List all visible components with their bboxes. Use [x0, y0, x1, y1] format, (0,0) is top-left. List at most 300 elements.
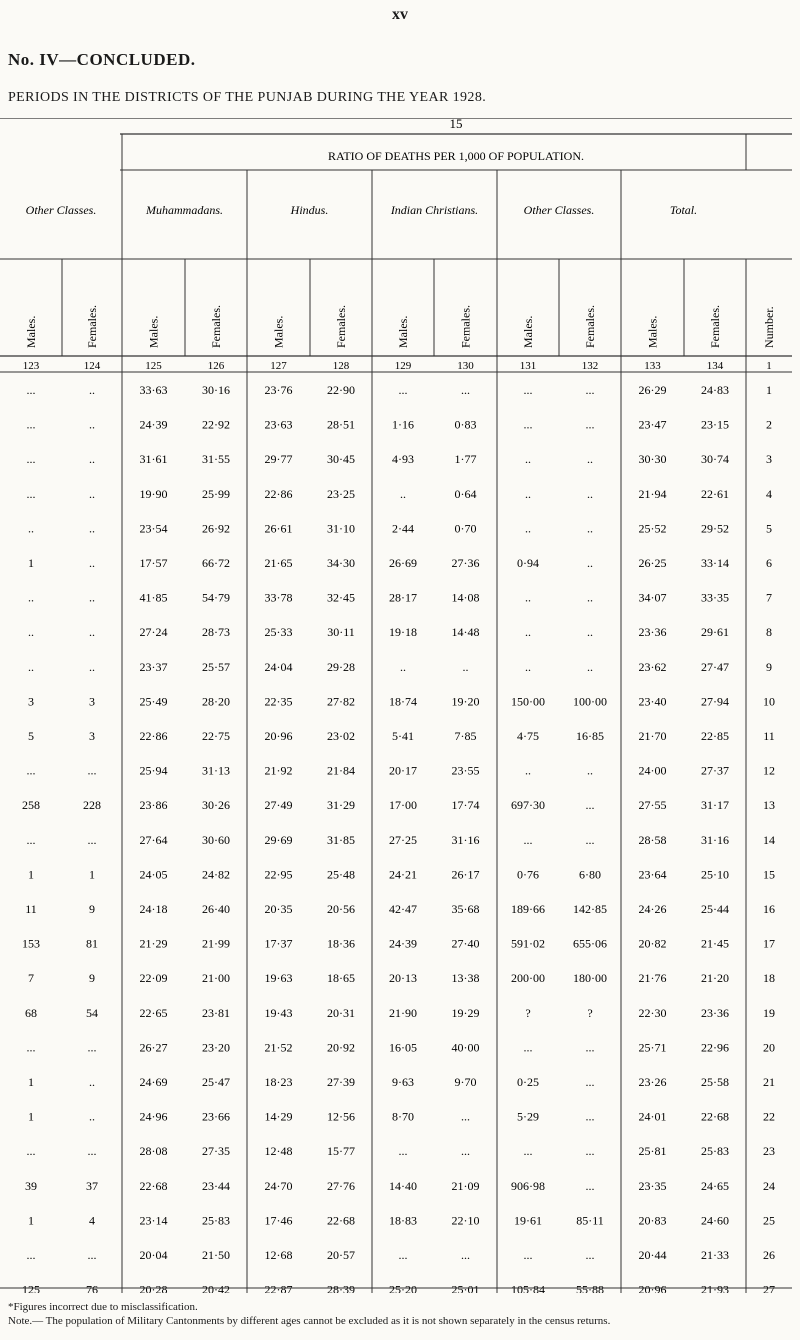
table-cell: 27·82 — [327, 694, 355, 709]
table-cell: 0·94 — [517, 556, 539, 570]
table-cell: 27·94 — [701, 694, 729, 709]
table-cell: 1 — [28, 556, 34, 570]
column-number: 131 — [519, 360, 537, 372]
table-cell: 24·69 — [139, 1075, 168, 1089]
table-cell: 25·58 — [701, 1075, 729, 1089]
table-cell: 22·92 — [202, 417, 230, 432]
table-cell: 24·65 — [701, 1178, 729, 1193]
table-cell: 25·47 — [202, 1075, 230, 1089]
table-cell: 105·84 — [511, 1282, 545, 1293]
table-cell: 22·65 — [139, 1005, 168, 1020]
table-cell: 906·98 — [511, 1178, 545, 1193]
table-cell: 1 — [28, 1075, 34, 1089]
table-cell: 14·48 — [451, 625, 480, 640]
table-cell: 25 — [763, 1213, 775, 1228]
table-cell: 0·25 — [517, 1075, 539, 1089]
table-cell: 25·20 — [389, 1282, 417, 1293]
ratio-header: RATIO OF DEATHS PER 1,000 OF POPULATION. — [327, 149, 585, 163]
table-cell: ... — [585, 1109, 595, 1124]
column-number: 129 — [394, 360, 412, 372]
table-cell: 29·69 — [264, 832, 293, 847]
table-cell: 16·05 — [389, 1040, 417, 1055]
table-cell: ... — [26, 1248, 36, 1262]
table-cell: 27·47 — [701, 659, 729, 674]
table-cell: 24·26 — [638, 902, 667, 916]
table-cell: 23·15 — [701, 417, 729, 432]
table-cell: 11 — [763, 729, 775, 743]
table-cell: 23·62 — [638, 659, 667, 674]
table-cell: 4·75 — [517, 729, 539, 743]
table-cell: 25·48 — [327, 867, 355, 882]
table-cell: 17 — [763, 936, 775, 951]
table-cell: 23·54 — [139, 521, 168, 536]
statistics-table — [0, 118, 792, 1293]
table-cell: 24·01 — [638, 1109, 667, 1124]
table-cell: 22·95 — [264, 867, 293, 882]
table-cell: 17·46 — [264, 1213, 293, 1228]
table-cell: 29·28 — [327, 659, 355, 674]
table-cell: 27·35 — [202, 1144, 230, 1159]
table-cell: 0·76 — [517, 867, 539, 882]
table-cell: 29·52 — [701, 521, 729, 536]
table-cell: 100·00 — [573, 694, 607, 709]
table-cell: 14·29 — [264, 1109, 293, 1124]
table-cell: 3 — [766, 452, 772, 467]
table-cell: 20·42 — [202, 1282, 230, 1293]
table-cell: 26·27 — [139, 1040, 168, 1055]
table-cell: 23·47 — [638, 417, 667, 432]
table-cell: ... — [523, 1040, 533, 1055]
table-cell: 21·70 — [638, 729, 667, 743]
table-cell: 18 — [763, 971, 775, 986]
table-cell: 25·83 — [202, 1213, 230, 1228]
table-cell: 17·74 — [451, 798, 480, 813]
table-cell: .. — [587, 486, 593, 501]
table-cell: 22·09 — [139, 971, 168, 986]
table-cell: .. — [89, 486, 95, 501]
table-cell: ... — [585, 417, 595, 432]
sub-header: Females. — [458, 305, 473, 348]
table-cell: 26·17 — [451, 867, 480, 882]
table-cell: .. — [587, 590, 593, 605]
table-cell: 76 — [86, 1282, 98, 1293]
table-cell: 81 — [86, 936, 98, 951]
table-cell: 13 — [763, 798, 775, 813]
table-cell: .. — [89, 590, 95, 605]
table-cell: 10 — [763, 694, 775, 709]
table-cell: 24·82 — [202, 867, 230, 882]
table-cell: 26·40 — [202, 902, 230, 916]
table-cell: 1 — [28, 1109, 34, 1124]
sub-header: Males. — [271, 315, 286, 348]
table-cell: 5·29 — [517, 1109, 539, 1124]
table-cell: 4 — [89, 1213, 95, 1228]
table-cell: 28·17 — [389, 590, 417, 605]
table-cell: 30·26 — [202, 798, 230, 813]
table-cell: ... — [87, 1144, 97, 1159]
table-cell: ... — [523, 417, 533, 432]
table-cell: ... — [26, 417, 36, 432]
table-cell: 3 — [89, 729, 95, 743]
table-cell: 28·51 — [327, 417, 355, 432]
table-cell: 7 — [28, 971, 34, 986]
group-header: Muhammadans. — [146, 203, 223, 217]
table-cell: 17·00 — [389, 798, 417, 813]
table-cell: 19 — [763, 1005, 775, 1020]
table-subtitle: PERIODS IN THE DISTRICTS OF THE PUNJAB DURING THE YEAR 1928. — [8, 90, 487, 105]
table-cell: 30·74 — [701, 452, 729, 467]
table-cell: 25·99 — [202, 486, 230, 501]
table-cell: 22·68 — [139, 1178, 168, 1193]
group-header: Hindus. — [290, 203, 329, 217]
table-cell: 22·90 — [327, 383, 355, 397]
table-cell: 32·45 — [327, 590, 355, 605]
table-cell: 23·55 — [451, 763, 480, 778]
table-cell: 125 — [22, 1282, 40, 1293]
table-cell: .. — [400, 486, 406, 501]
table-cell: 27·64 — [139, 832, 168, 847]
column-number: 124 — [83, 360, 101, 372]
table-cell: 26·25 — [638, 556, 667, 570]
table-cell: ... — [461, 383, 470, 397]
table-cell: ... — [523, 383, 533, 397]
table-cell: 6·80 — [579, 867, 601, 882]
table-cell: 22·35 — [264, 694, 293, 709]
table-cell: 37 — [86, 1178, 98, 1193]
table-cell: 25·52 — [638, 521, 667, 536]
table-cell: ... — [26, 763, 36, 778]
table-cell: 30·30 — [638, 452, 667, 467]
page-col-number: 15 — [449, 118, 463, 131]
table-cell: 23·64 — [638, 867, 667, 882]
table-cell: 68 — [25, 1005, 37, 1020]
table-cell: 25·57 — [202, 659, 230, 674]
table-cell: 34·07 — [638, 590, 667, 605]
table-cell: .. — [28, 659, 34, 674]
table-cell: 24·04 — [264, 659, 293, 674]
table-cell: ... — [26, 383, 36, 397]
table-cell: .. — [525, 590, 531, 605]
table-cell: ... — [585, 1075, 595, 1089]
table-cell: ... — [585, 832, 595, 847]
group-header: Other Classes. — [523, 203, 595, 217]
table-cell: 28·73 — [202, 625, 230, 640]
table-cell: 20·13 — [389, 971, 417, 986]
table-cell: 2 — [766, 417, 772, 432]
table-cell: 21·29 — [139, 936, 168, 951]
table-cell: 2·44 — [392, 521, 414, 536]
table-cell: .. — [587, 659, 593, 674]
table-cell: 28·58 — [638, 832, 667, 847]
table-cell: 31·16 — [701, 832, 729, 847]
column-number: 133 — [644, 360, 661, 372]
group-header: Indian Christians. — [390, 203, 479, 217]
table-cell: 23·14 — [139, 1213, 168, 1228]
table-cell: .. — [525, 659, 531, 674]
table-cell: 55·88 — [576, 1282, 604, 1293]
table-cell: 27·76 — [327, 1178, 355, 1193]
table-cell: 23·44 — [202, 1178, 230, 1193]
table-cell: 26·69 — [389, 556, 417, 570]
table-cell: ... — [585, 1144, 595, 1159]
column-number: 134 — [706, 360, 724, 372]
table-cell: .. — [400, 659, 406, 674]
table-cell: 1·16 — [392, 417, 414, 432]
table-cell: .. — [587, 452, 593, 467]
table-cell: .. — [89, 1075, 95, 1089]
table-cell: 21·00 — [202, 971, 230, 986]
table-cell: 18·36 — [327, 936, 355, 951]
table-cell: 34·30 — [327, 556, 355, 570]
column-number: 1 — [766, 360, 772, 372]
table-cell: 0·64 — [454, 486, 477, 501]
table-cell: .. — [525, 625, 531, 640]
table-cell: 31·13 — [202, 763, 230, 778]
table-cell: 27·55 — [638, 798, 667, 813]
table-cell: 33·35 — [701, 590, 729, 605]
table-cell: 21·45 — [701, 936, 729, 951]
table-cell: 14·40 — [389, 1178, 417, 1193]
table-cell: 25·33 — [264, 625, 293, 640]
table-cell: 23·66 — [202, 1109, 230, 1124]
table-cell: 23·02 — [327, 729, 355, 743]
table-cell: 7 — [766, 590, 772, 605]
table-cell: 19·43 — [264, 1005, 293, 1020]
column-number: 123 — [22, 360, 40, 372]
table-cell: 14 — [763, 832, 775, 847]
table-cell: 20·96 — [264, 729, 293, 743]
sub-header: Males. — [521, 315, 535, 348]
table-cell: 1 — [766, 383, 772, 397]
table-cell: ... — [585, 1040, 595, 1055]
table-cell: 12 — [763, 763, 775, 778]
table-cell: 12·68 — [264, 1248, 293, 1262]
table-cell: ... — [523, 832, 533, 847]
table-cell: 20·96 — [638, 1282, 667, 1293]
table-cell: 13·38 — [451, 971, 480, 986]
table-cell: 41·85 — [139, 590, 168, 605]
table-cell: 54 — [86, 1005, 98, 1020]
table-cell: ... — [461, 1248, 470, 1262]
column-number: 132 — [581, 360, 599, 372]
table-cell: 591·02 — [511, 936, 545, 951]
table-cell: 33·14 — [701, 556, 729, 570]
table-cell: 26·92 — [202, 521, 230, 536]
table-cell: 23·35 — [638, 1178, 667, 1193]
table-cell: 24·96 — [139, 1109, 168, 1124]
table-cell: 33·78 — [264, 590, 293, 605]
table-cell: 21·65 — [264, 556, 293, 570]
table-cell: 23·26 — [638, 1075, 667, 1089]
table-cell: 29·77 — [264, 452, 293, 467]
table-cell: .. — [89, 556, 95, 570]
table-cell: 20·17 — [389, 763, 417, 778]
table-cell: ... — [585, 1248, 595, 1262]
table-cell: 24·21 — [389, 867, 417, 882]
table-cell: .. — [28, 521, 34, 536]
table-cell: 9 — [766, 659, 772, 674]
table-cell: 16 — [763, 902, 775, 916]
table-cell: 22·68 — [701, 1109, 729, 1124]
table-cell: 24·39 — [389, 936, 417, 951]
table-cell: 153 — [22, 936, 40, 951]
table-cell: 85·11 — [576, 1213, 604, 1228]
table-cell: .. — [587, 521, 593, 536]
table-cell: 23·40 — [638, 694, 667, 709]
sub-header: Females. — [708, 305, 722, 348]
table-cell: 21·09 — [451, 1178, 480, 1193]
table-cell: 40·00 — [451, 1040, 480, 1055]
table-cell: .. — [525, 521, 531, 536]
table-cell: 31·17 — [701, 798, 729, 813]
table-cell: 21·33 — [701, 1248, 729, 1262]
table-cell: 23·76 — [264, 383, 293, 397]
table-cell: .. — [587, 556, 593, 570]
table-cell: .. — [462, 659, 469, 674]
table-cell: 11 — [25, 902, 37, 916]
table-cell: 19·61 — [514, 1213, 542, 1228]
table-cell: 31·16 — [451, 832, 480, 847]
table-cell: 27·37 — [701, 763, 729, 778]
table-cell: 19·90 — [139, 486, 168, 501]
table-cell: 9 — [89, 971, 95, 986]
table-cell: 200·00 — [511, 971, 545, 986]
table-cell: ... — [26, 832, 36, 847]
column-number: 130 — [457, 360, 474, 372]
table-cell: .. — [89, 1109, 95, 1124]
table-cell: 18·83 — [389, 1213, 417, 1228]
table-cell: 24·83 — [701, 383, 729, 397]
table-cell: 5·41 — [392, 729, 414, 743]
table-cell: 25·81 — [638, 1144, 667, 1159]
table-cell: 20 — [763, 1040, 775, 1055]
table-cell: 1 — [28, 1213, 34, 1228]
table-cell: 28·20 — [202, 694, 230, 709]
page-number: xv — [392, 6, 408, 23]
footnote-cantonments: Note.— The population of Military Cantonments by different ages cannot be excluded as it is not shown separately in the census returns. — [8, 1315, 611, 1327]
table-cell: 22·86 — [139, 729, 168, 743]
table-cell: .. — [89, 659, 95, 674]
table-cell: 22·61 — [701, 486, 729, 501]
table-cell: 228 — [83, 798, 101, 813]
table-cell: 25·71 — [638, 1040, 667, 1055]
table-cell: 21·84 — [327, 763, 355, 778]
table-cell: 24·70 — [264, 1178, 293, 1193]
table-cell: 5 — [28, 729, 34, 743]
table-cell: 28·39 — [327, 1282, 355, 1293]
table-cell: ... — [87, 1040, 97, 1055]
table-cell: 27·49 — [264, 798, 293, 813]
column-number: 127 — [270, 360, 287, 372]
table-cell: ... — [461, 1144, 470, 1159]
table-cell: 20·35 — [264, 902, 293, 916]
table-cell: 12·56 — [327, 1109, 355, 1124]
group-header: Total. — [669, 203, 698, 217]
table-cell: 22·86 — [264, 486, 293, 501]
table-cell: 42·47 — [389, 902, 417, 916]
table-cell: 30·45 — [327, 452, 355, 467]
table-cell: 22·75 — [202, 729, 230, 743]
table-cell: ... — [26, 486, 36, 501]
table-cell: .. — [587, 763, 593, 778]
table-cell: .. — [28, 625, 34, 640]
table-cell: 22·30 — [638, 1005, 667, 1020]
table-cell: 21·93 — [701, 1282, 729, 1293]
table-cell: 5 — [766, 521, 772, 536]
table-cell: 3 — [28, 694, 34, 709]
table-cell: 20·31 — [327, 1005, 355, 1020]
table-cell: .. — [525, 452, 531, 467]
table-cell: ... — [398, 1144, 408, 1159]
table-cell: 24·00 — [638, 763, 667, 778]
table-cell: 23·37 — [139, 659, 168, 674]
table-cell: 33·63 — [139, 383, 168, 397]
table-cell: 189·66 — [511, 902, 545, 916]
table-cell: .. — [89, 625, 95, 640]
table-cell: 20·44 — [638, 1248, 667, 1262]
table-cell: 23·81 — [202, 1005, 230, 1020]
table-cell: 24·05 — [139, 867, 168, 882]
table-cell: 66·72 — [202, 556, 230, 570]
table-cell: 25·01 — [451, 1282, 480, 1293]
table-cell: 20·57 — [327, 1248, 355, 1262]
sub-header: Females. — [583, 305, 597, 348]
table-cell: ... — [585, 1178, 595, 1193]
table-cell: .. — [28, 590, 34, 605]
table-cell: 7·85 — [454, 729, 477, 743]
table-cell: 20·82 — [638, 936, 667, 951]
table-cell: ... — [26, 452, 36, 467]
table-cell: .. — [89, 521, 95, 536]
table-cell: .. — [89, 383, 95, 397]
table-cell: 21·20 — [701, 971, 729, 986]
table-cell: 14·08 — [451, 590, 480, 605]
table-cell: 1 — [89, 867, 95, 882]
table-cell: 12·48 — [264, 1144, 293, 1159]
table-cell: 6 — [766, 556, 772, 570]
table-cell: 25·44 — [701, 902, 729, 916]
table-cell: 39 — [25, 1178, 37, 1193]
table-title: No. IV—CONCLUDED. — [8, 50, 196, 69]
table-cell: 23·36 — [638, 625, 667, 640]
table-cell: 28·08 — [139, 1144, 168, 1159]
table-cell: 25·83 — [701, 1144, 729, 1159]
table-cell: ... — [523, 1248, 533, 1262]
table-cell: 8 — [766, 625, 772, 640]
table-cell: 24 — [763, 1178, 775, 1193]
table-cell: 18·74 — [389, 694, 417, 709]
sub-header: Males. — [396, 315, 410, 348]
sub-header: Males. — [146, 315, 161, 348]
table-cell: 22·96 — [701, 1040, 729, 1055]
table-cell: 30·11 — [327, 625, 355, 640]
table-cell: .. — [525, 763, 531, 778]
table-cell: 31·29 — [327, 798, 355, 813]
table-cell: ... — [26, 1040, 36, 1055]
table-cell: 9 — [89, 902, 95, 916]
table-cell: .. — [587, 625, 593, 640]
table-cell: 27·24 — [139, 625, 168, 640]
table-cell: 19·20 — [451, 694, 480, 709]
table-cell: 25·94 — [139, 763, 168, 778]
table-cell: 0·83 — [454, 417, 477, 432]
table-cell: 21·90 — [389, 1005, 417, 1020]
table-cell: ... — [87, 1248, 97, 1262]
table-cell: 0·70 — [454, 521, 477, 536]
table-cell: 4·93 — [392, 452, 414, 467]
table-cell: 27·39 — [327, 1075, 355, 1089]
table-cell: 23·20 — [202, 1040, 230, 1055]
